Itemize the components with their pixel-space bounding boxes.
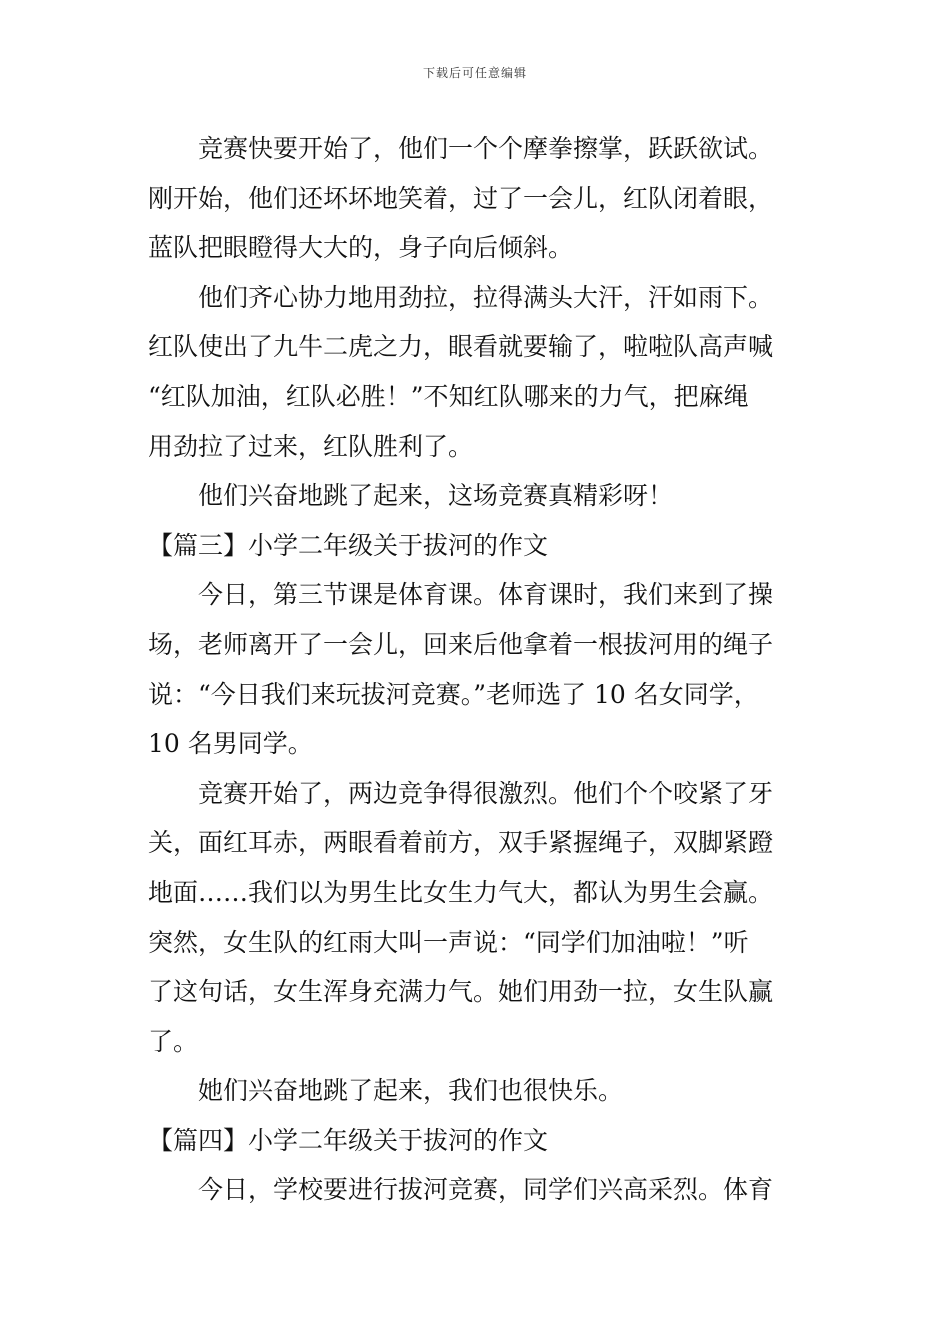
text-line: 了这句话，女生浑身充满力气。她们用劲一拉，女生队赢 xyxy=(148,977,774,1007)
text-line: 10 名男同学。 xyxy=(148,729,313,759)
text-line: 刚开始，他们还坏坏地笑着，过了一会儿，红队闭着眼， xyxy=(148,183,774,213)
text-line: 今日，学校要进行拔河竞赛，同学们兴高采烈。体育 xyxy=(198,1175,774,1205)
text-line: 用劲拉了过来，红队胜利了。 xyxy=(148,431,474,461)
text-line: 关，面红耳赤，两眼看着前方，双手紧握绳子，双脚紧蹬 xyxy=(148,828,774,858)
section-heading: 【篇四】小学二年级关于拔河的作文 xyxy=(148,1125,549,1155)
text-line: 说：“今日我们来玩拔河竞赛。”老师选了 10 名女同学， xyxy=(148,679,759,709)
document-body xyxy=(148,124,828,1215)
text-line: 他们齐心协力地用劲拉，拉得满头大汗，汗如雨下。 xyxy=(198,282,774,312)
text-line: 她们兴奋地跳了起来，我们也很快乐。 xyxy=(198,1076,624,1106)
text-line: 红队使出了九牛二虎之力，眼看就要输了，啦啦队高声喊 xyxy=(148,332,774,362)
text-line: 突然，女生队的红雨大叫一声说：“同学们加油啦！”听 xyxy=(148,927,749,957)
text-line: 今日，第三节课是体育课。体育课时，我们来到了操 xyxy=(198,580,774,610)
text-line: 地面……我们以为男生比女生力气大，都认为男生会赢。 xyxy=(148,877,774,907)
text-line: 竞赛快要开始了，他们一个个摩拳擦掌，跃跃欲试。 xyxy=(198,134,774,163)
page-header: 下载后可任意编辑 xyxy=(422,66,527,80)
text-line: 蓝队把眼瞪得大大的，身子向后倾斜。 xyxy=(148,233,574,263)
text-line: 竞赛开始了，两边竞争得很激烈。他们个个咬紧了牙 xyxy=(198,778,774,808)
text-line: 场，老师离开了一会儿，回来后他拿着一根拔河用的绳子 xyxy=(148,629,774,659)
section-heading: 【篇三】小学二年级关于拔河的作文 xyxy=(148,530,549,560)
text-line: 他们兴奋地跳了起来，这场竞赛真精彩呀！ xyxy=(198,481,674,511)
text-line: 了。 xyxy=(148,1026,199,1056)
text-line: “红队加油，红队必胜！”不知红队哪来的力气，把麻绳 xyxy=(148,381,749,411)
